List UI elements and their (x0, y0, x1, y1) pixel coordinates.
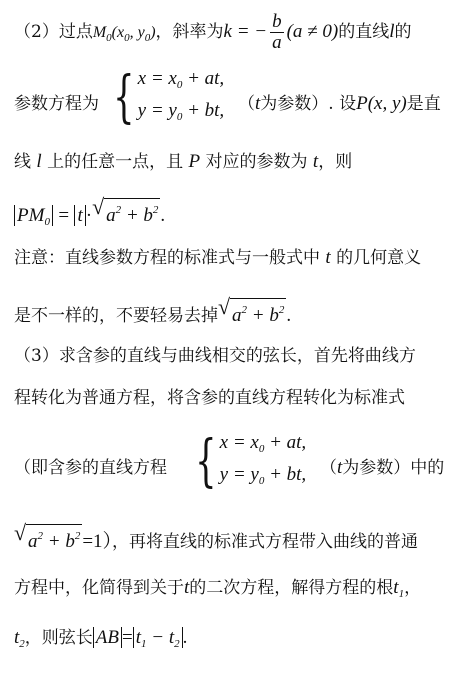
param-system-2 (188, 430, 306, 494)
condition: (a ≠ 0) (286, 21, 339, 42)
abs-t1-minus-t2: $t_1 - t_2$ (133, 627, 183, 648)
text: ，则 (318, 152, 353, 172)
abs-pm0: $PM_0$ (14, 205, 53, 226)
point-m0: $M_0(x_0$, $y_0$) (92, 24, 156, 44)
text: 上的任意一点，且 (47, 152, 184, 172)
brace: { (195, 429, 217, 494)
equals: = (122, 627, 133, 648)
p3-line-5 (14, 576, 464, 606)
sqrt-a2-b2: √ $a^2 + b^2$ (218, 294, 285, 326)
equals-one: =1） (82, 531, 113, 552)
text: （3）求含参的直线与曲线相交的弦长，首先将曲线方 (14, 346, 416, 366)
text: ，再将直线的标准式方程带入曲线的普通 (112, 532, 419, 552)
var-t: t (255, 93, 261, 114)
dot: · (85, 205, 93, 226)
p3-line-3-tail (320, 456, 464, 480)
p3-line-4 (14, 520, 464, 554)
p3-line-2 (14, 386, 464, 410)
text: 为参数）. 设 (260, 94, 357, 114)
abs-t: t (74, 205, 85, 226)
text: （ (320, 458, 337, 478)
p3-line-6 (14, 626, 464, 656)
text: 的 (394, 22, 412, 42)
brace: { (113, 65, 135, 130)
text: ， (404, 578, 422, 598)
var-t: t (184, 577, 190, 598)
param-system-1 (106, 66, 224, 130)
text: （2）过点 (14, 22, 93, 42)
var-t2: $t_2$ (14, 627, 25, 650)
p2-line-4 (14, 194, 464, 234)
text: 注意：直线参数方程的标准式与一般式中 (14, 248, 320, 268)
note-line-1 (14, 246, 464, 270)
p2-line-1 (14, 12, 464, 53)
period: . (182, 627, 188, 648)
text: 方程中，化简得到关于 (14, 578, 184, 598)
text: 为参数）中的 (342, 458, 445, 478)
var-t: t (325, 247, 331, 268)
var-l: l (389, 21, 395, 42)
text: 对应的参数为 (205, 152, 308, 172)
p2-line-2-tail (238, 92, 464, 116)
system-row-y: $y = y_0$ + bt, (137, 100, 225, 123)
slope-expr: k = − (223, 21, 268, 42)
text: 线 (14, 152, 31, 172)
fraction-b-over-a: $\frac{b}{a}$ (272, 11, 282, 53)
system-row-x: $x = x_0$ + at, (137, 68, 225, 91)
text: 的几何意义 (336, 248, 422, 268)
sqrt-a2-b2: √ $a^2 + b^2$ (92, 194, 159, 226)
note-line-2 (14, 294, 464, 328)
system-row-y: $y = y_0$ + bt, (219, 464, 307, 487)
text: 参数方程为 (14, 94, 99, 114)
var-t1: $t_1$ (393, 577, 405, 600)
period: . (160, 205, 166, 226)
equals: = (58, 205, 70, 226)
text: （即含参的直线方程 (14, 458, 167, 478)
sqrt-a2-b2: √ $a^2 + b^2$ (14, 520, 81, 552)
text: 是直 (406, 94, 441, 114)
text: 是不一样的，不要轻易去掉 (14, 306, 218, 326)
point-p: P(x, y) (356, 93, 407, 114)
abs-ab: AB (93, 627, 122, 648)
p2-line-3 (14, 150, 464, 174)
text: ，则弦长 (24, 628, 93, 648)
text: 程转化为普通方程，将含参的直线方程转化为标准式 (14, 388, 405, 408)
p3-line-1 (14, 344, 464, 368)
var-t: t (312, 151, 319, 172)
period: . (286, 305, 292, 326)
var-t: t (337, 457, 343, 478)
system-row-x: $x = x_0$ + at, (219, 432, 307, 455)
text: （ (238, 94, 255, 114)
var-p: P (188, 151, 201, 172)
text: ，斜率为 (155, 22, 224, 42)
var-l: l (36, 151, 42, 172)
text: 的直线 (338, 22, 390, 42)
text: 的二次方程，解得方程的根 (189, 578, 394, 598)
